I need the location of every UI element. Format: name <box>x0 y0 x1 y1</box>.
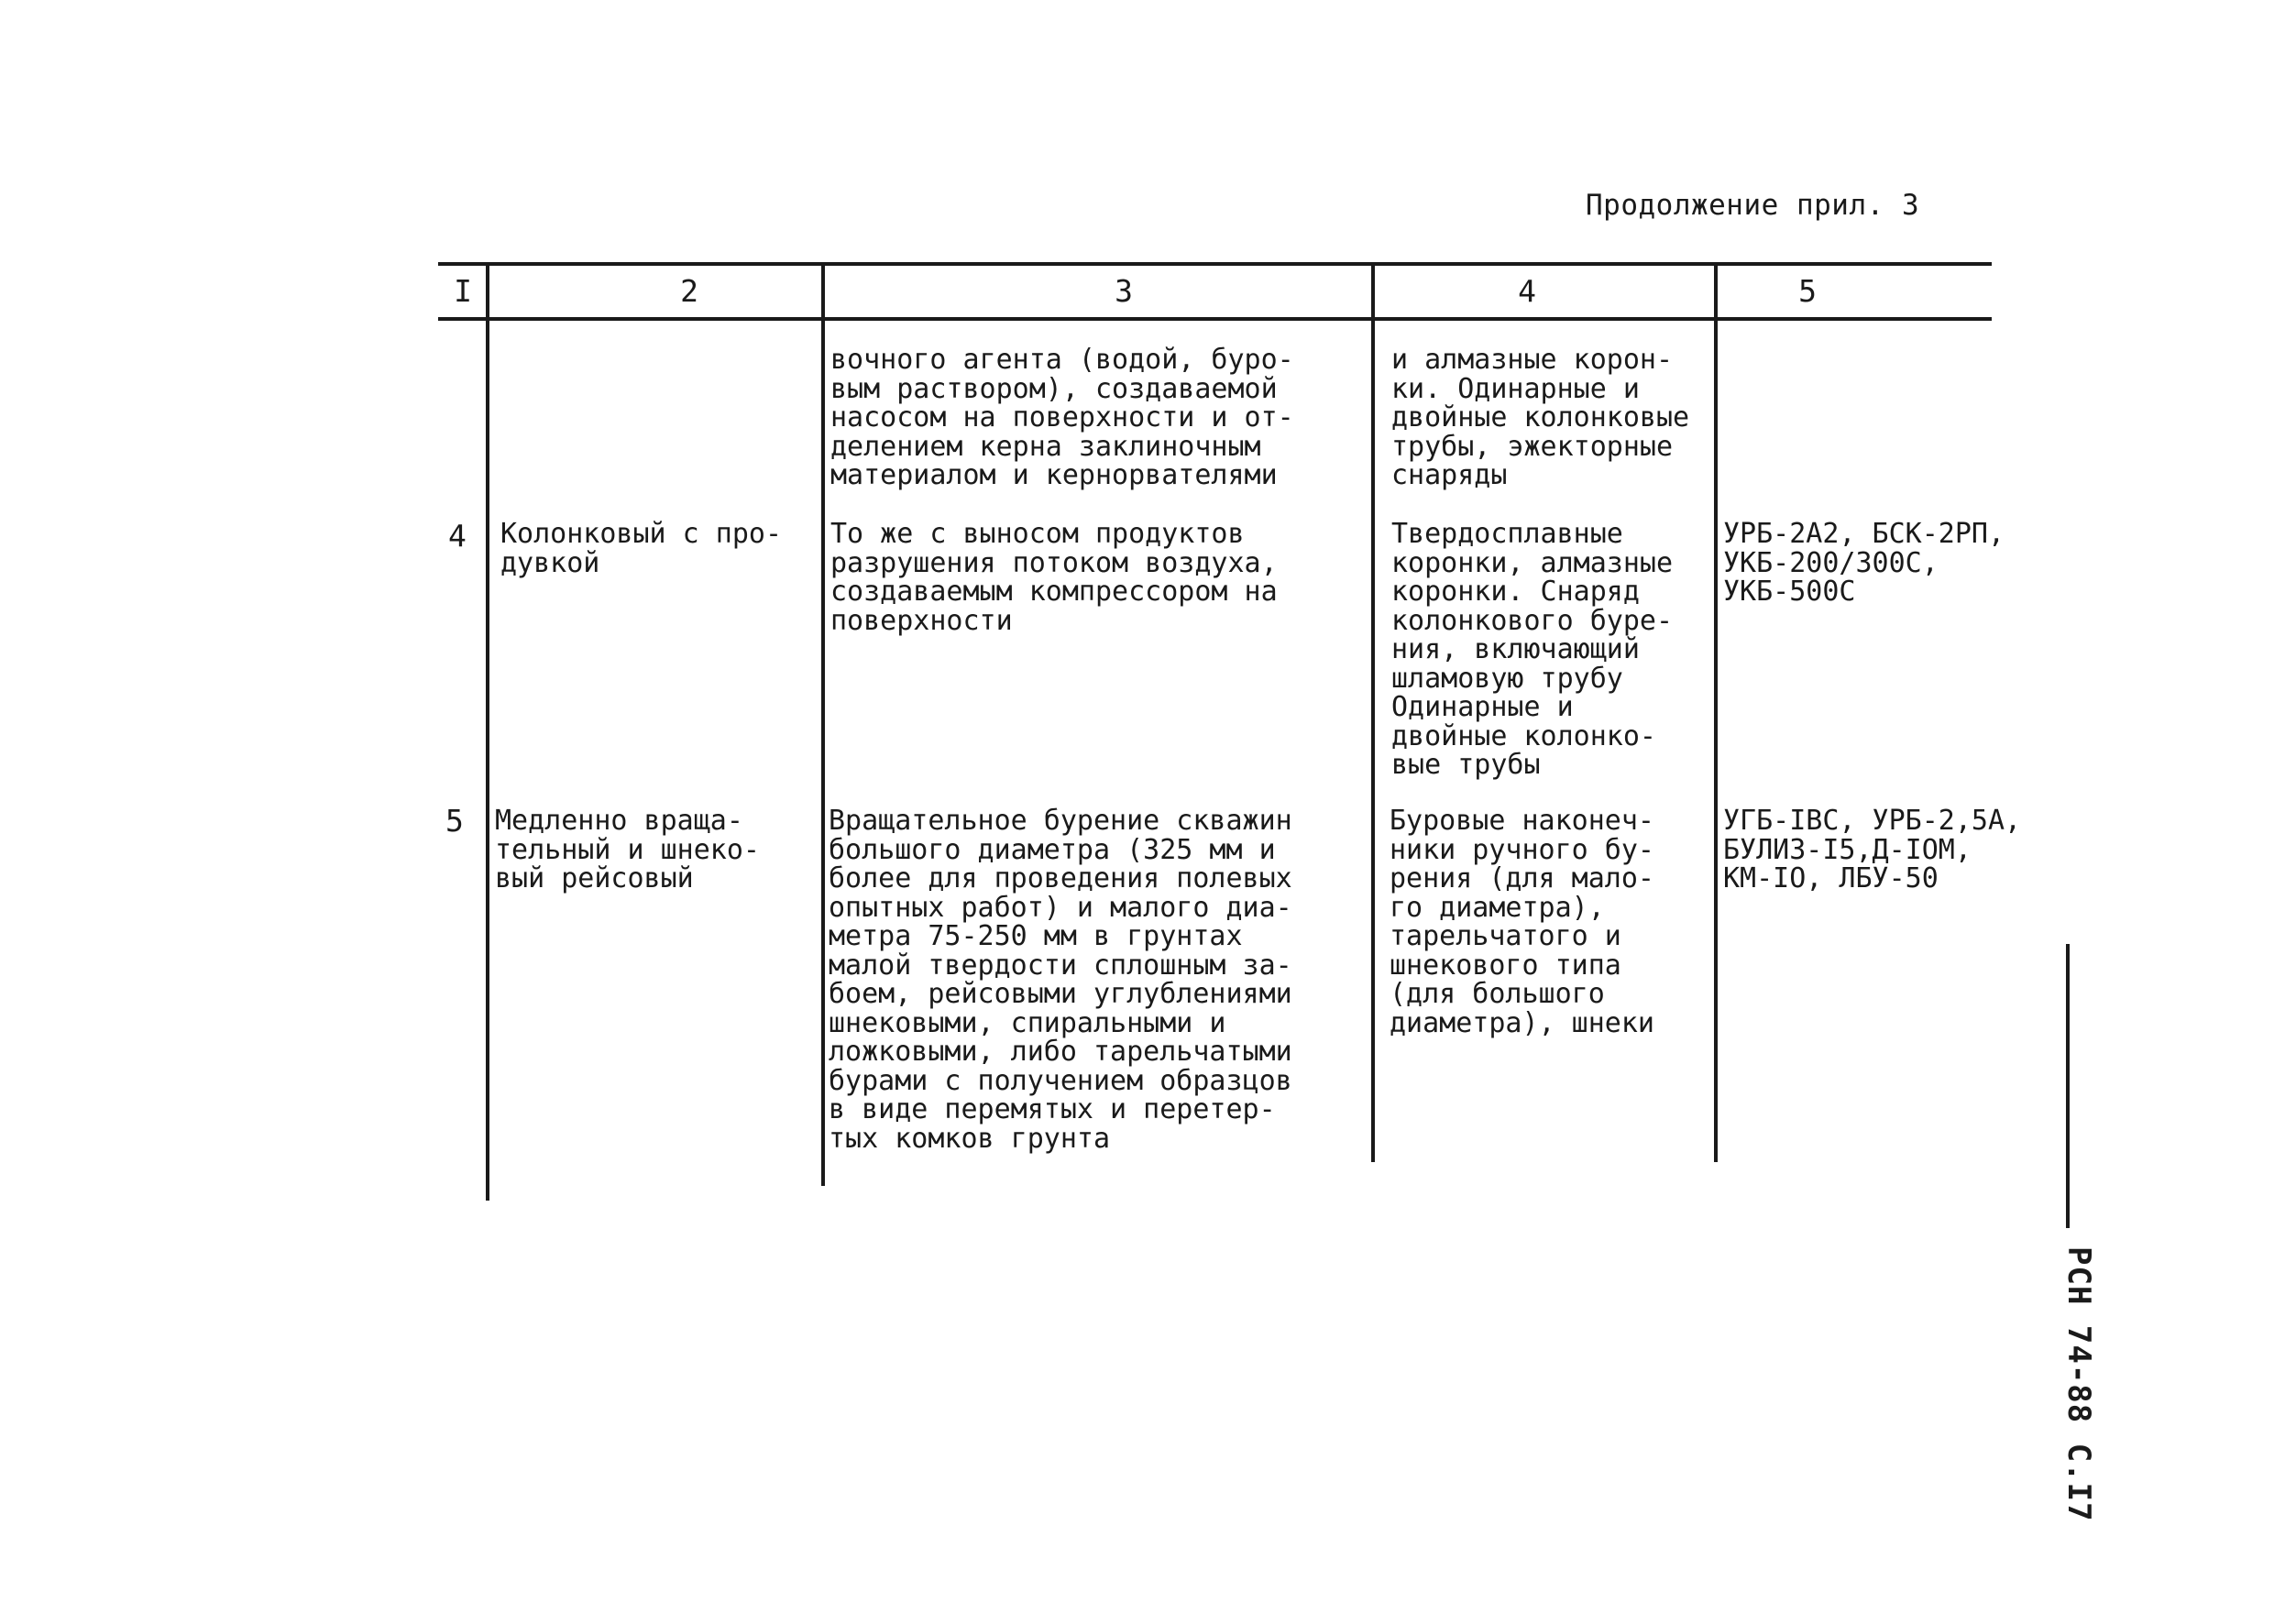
table-cell-tools: и алмазные корон- ки. Одинарные и двойные колонковые трубы, эжекторные снаряды <box>1391 344 1690 491</box>
column-divider-3 <box>1371 262 1375 1162</box>
table-cell-tools: Твердосплавные коронки, алмазные коронки. Снаряд колонкового буре- ния, включающий шламовую трубу Одинарные и двойные колонко- вые трубы <box>1391 518 1674 781</box>
column-divider-1 <box>486 262 489 1201</box>
column-header: 2 <box>680 273 698 309</box>
table-cell-method-description: То же с выносом продуктов разрушения потоком воздуха, создаваемым компрессором на поверхности <box>830 518 1278 637</box>
side-code-rule <box>2066 944 2070 1228</box>
column-header: 3 <box>1115 273 1133 309</box>
column-header: I <box>454 273 472 309</box>
table-cell-method-description: вочного агента (водой, буро- вым раствором), создаваемой насосом на поверхности и от- делением керна заклиночным материалом и кернорвателями <box>830 344 1294 491</box>
table-top-rule <box>438 262 1992 266</box>
table-cell-equipment: УРБ-2А2, БСК-2РП, УКБ-200/300С, УКБ-500С <box>1723 518 2005 608</box>
table-cell-method-name: Медленно враща- тельный и шнеко- вый рейсовый <box>495 805 760 894</box>
column-divider-4 <box>1714 262 1718 1162</box>
table-cell-method-name: Колонковый с про- дувкой <box>500 518 783 579</box>
row-number: 4 <box>448 518 467 554</box>
continuation-label: Продолжение прил. 3 <box>1586 189 1920 222</box>
column-divider-2 <box>821 262 825 1186</box>
document-code: РСН 74-88 С.I7 <box>2060 1246 2097 1522</box>
table-cell-method-description: Вращательное бурение скважин большого диаметра (325 мм и более для проведения полевых опытных работ) и малого диа- метра 75-250 мм в грунтах малой твердости сплошным за- боем, рейсовыми углублениями шнековыми, спиральными и ложковыми, либо тарельчатыми бурами с получением образцов в виде перемятых и перетер- тых комков грунта <box>829 805 1292 1155</box>
column-header: 5 <box>1798 273 1817 309</box>
header-bottom-rule <box>438 317 1992 321</box>
table-cell-equipment: УГБ-IВС, УРБ-2,5А, БУЛИЗ-I5,Д-IОМ, КМ-IО, ЛБУ-50 <box>1723 805 2022 894</box>
row-number: 5 <box>445 803 464 839</box>
column-header: 4 <box>1518 273 1536 309</box>
table-cell-tools: Буровые наконеч- ники ручного бу- рения (для мало- го диаметра), тарельчатого и шнекового типа (для большого диаметра), шнеки <box>1390 805 1654 1039</box>
